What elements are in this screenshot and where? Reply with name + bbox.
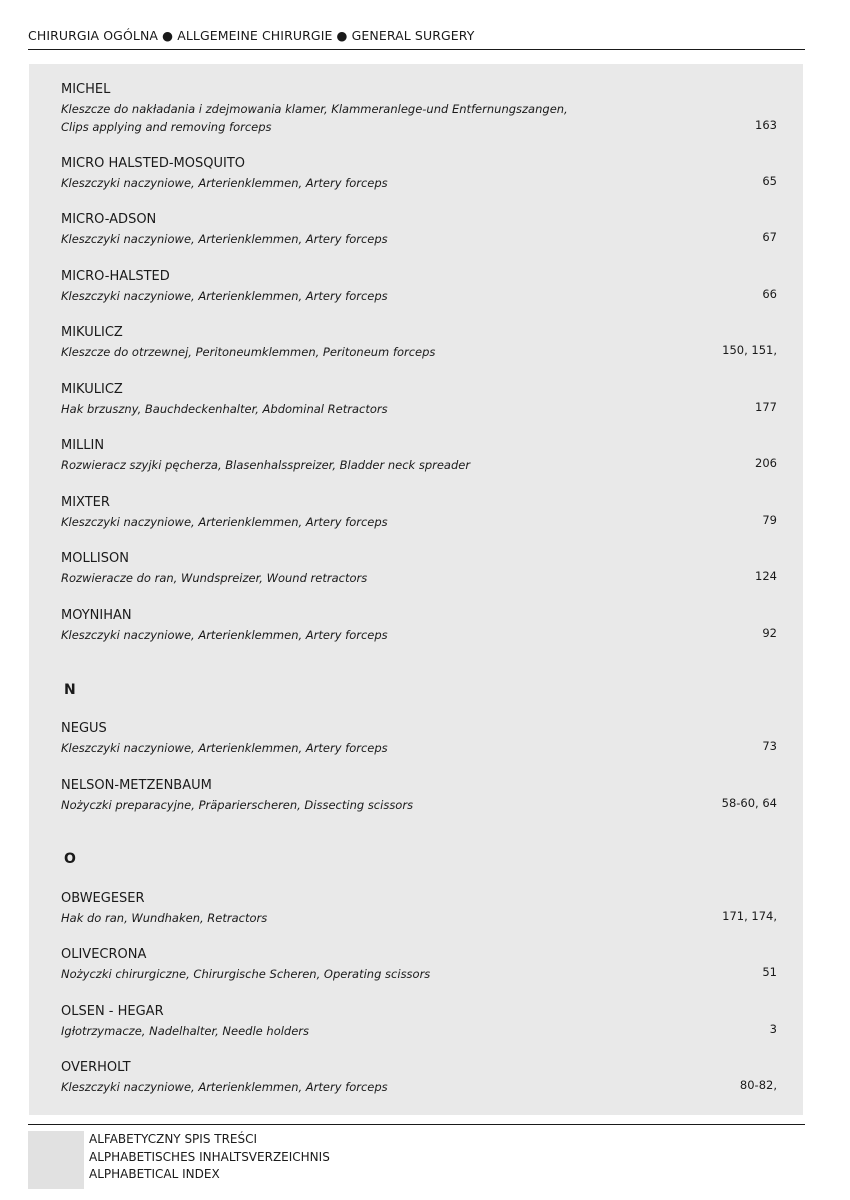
entry-pages: 80-82, — [739, 1078, 777, 1092]
footer-line-pl: ALFABETYCZNY SPIS TREŚCI — [89, 1132, 258, 1146]
entry-pages: 58-60, 64 — [721, 796, 777, 810]
entry-name: MICHEL — [61, 82, 111, 97]
index-entry — [61, 494, 777, 529]
footer-line-de: ALPHABETISCHES INHALTSVERZEICHNIS — [89, 1149, 330, 1164]
entry-name: MICRO-ADSON — [61, 212, 157, 227]
index-entry — [61, 268, 777, 303]
index-entry — [61, 946, 777, 981]
entry-name: MICRO HALSTED-MOSQUITO — [61, 156, 245, 171]
index-entry — [61, 1003, 777, 1038]
footer-tab-marker — [28, 1131, 84, 1189]
entry-description: Nożyczki chirurgiczne, Chirurgische Scheren, Operating scissors — [61, 967, 431, 981]
footer-divider — [28, 1124, 805, 1125]
entry-pages: 150, 151, — [722, 343, 777, 357]
index-entry — [61, 324, 777, 359]
entry-name: MILLIN — [61, 438, 105, 453]
entry-description: Nożyczki preparacyjne, Präparierscheren, Dissecting scissors — [61, 798, 414, 812]
entry-name: MOLLISON — [61, 551, 129, 566]
index-entry — [61, 890, 777, 925]
header-divider — [28, 49, 805, 50]
entry-name: OBWEGESER — [61, 891, 145, 906]
entry-description: Kleszczyki naczyniowe, Arterienklemmen, Artery forceps — [61, 176, 388, 190]
index-entry — [61, 155, 777, 190]
entry-description: Hak do ran, Wundhaken, Retractors — [61, 911, 268, 925]
entry-description: Kleszczyki naczyniowe, Arterienklemmen, Artery forceps — [61, 515, 388, 529]
index-entry — [61, 607, 777, 642]
index-entry — [61, 550, 777, 585]
index-entry — [61, 437, 777, 472]
index-entry — [61, 777, 777, 812]
entry-pages: 65 — [762, 174, 777, 188]
entry-description: Kleszcze do nakładania i zdejmowania klamer, Klammeranlege-und Entfernungszangen, — [61, 102, 568, 116]
entry-name: OLIVECRONA — [61, 947, 147, 962]
entry-description: Hak brzuszny, Bauchdeckenhalter, Abdominal Retractors — [61, 402, 388, 416]
entry-name: MIKULICZ — [61, 382, 123, 397]
index-entry — [61, 1059, 777, 1094]
entry-pages: 3 — [769, 1022, 777, 1036]
footer-line-en: ALPHABETICAL INDEX — [89, 1167, 220, 1181]
entry-pages: 206 — [755, 456, 777, 470]
entry-pages: 171, 174, — [722, 909, 777, 923]
entry-description: Kleszczyki naczyniowe, Arterienklemmen, Artery forceps — [61, 1080, 388, 1094]
index-entry — [61, 720, 777, 755]
entry-pages: 163 — [755, 118, 777, 132]
page-header: CHIRURGIA OGÓLNA ● ALLGEMEINE CHIRURGIE ● GENERAL SURGERY — [28, 28, 475, 43]
entry-pages: 124 — [755, 569, 777, 583]
entry-pages: 51 — [762, 965, 777, 979]
entry-description: Kleszczyki naczyniowe, Arterienklemmen, Artery forceps — [61, 741, 388, 755]
entry-name: NELSON-METZENBAUM — [61, 778, 212, 793]
entry-name: NEGUS — [61, 721, 107, 736]
entry-description: Kleszczyki naczyniowe, Arterienklemmen, Artery forceps — [61, 232, 388, 246]
entry-pages: 73 — [762, 739, 777, 753]
entry-description: Rozwieracze do ran, Wundspreizer, Wound retractors — [61, 571, 368, 585]
entry-name: MICRO-HALSTED — [61, 269, 170, 284]
entry-name: MIXTER — [61, 495, 110, 510]
section-letter-o: O — [64, 851, 76, 867]
entry-name: MIKULICZ — [61, 325, 123, 340]
entry-pages: 92 — [762, 626, 777, 640]
entry-description: Igłotrzymacze, Nadelhalter, Needle holders — [61, 1024, 310, 1038]
entry-name: OLSEN - HEGAR — [61, 1004, 164, 1019]
entry-pages: 177 — [755, 400, 777, 414]
entry-name: OVERHOLT — [61, 1060, 131, 1075]
index-entry — [61, 211, 777, 246]
entry-description: Kleszczyki naczyniowe, Arterienklemmen, Artery forceps — [61, 289, 388, 303]
entry-pages: 67 — [762, 230, 777, 244]
entry-description: Kleszczyki naczyniowe, Arterienklemmen, Artery forceps — [61, 628, 388, 642]
section-letter-n: N — [64, 682, 76, 698]
entry-description: Kleszcze do otrzewnej, Peritoneumklemmen, Peritoneum forceps — [61, 345, 436, 359]
entry-name: MOYNIHAN — [61, 608, 132, 623]
index-entry — [61, 81, 777, 134]
entry-description: Clips applying and removing forceps — [61, 120, 272, 134]
entry-description: Rozwieracz szyjki pęcherza, Blasenhalsspreizer, Bladder neck spreader — [61, 458, 471, 472]
index-entry — [61, 381, 777, 416]
footer-title — [89, 1131, 330, 1184]
entry-pages: 79 — [762, 513, 777, 527]
entry-pages: 66 — [762, 287, 777, 301]
